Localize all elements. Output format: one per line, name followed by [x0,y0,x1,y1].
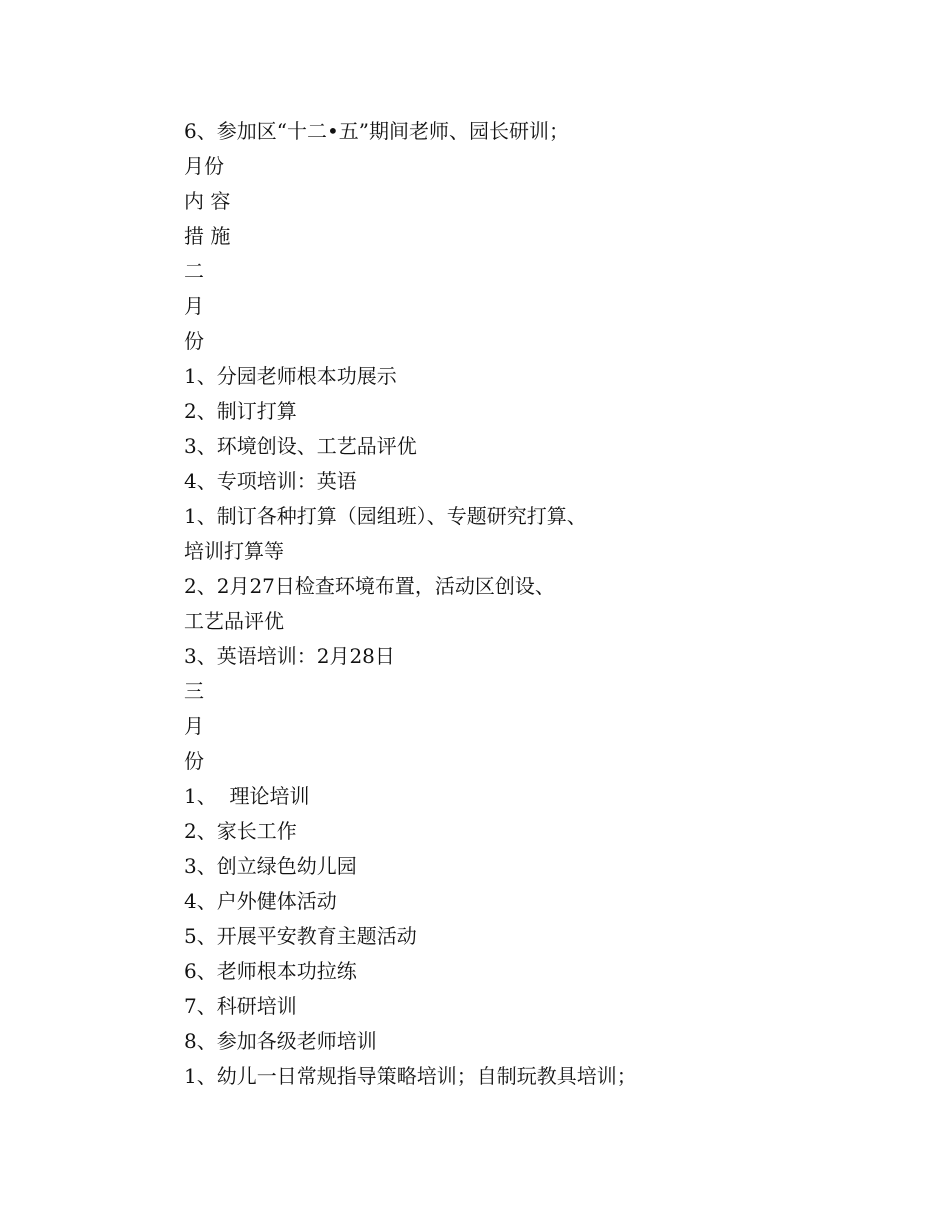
text-line: 二 [184,259,204,283]
text-line: 3、英语培训：2月28日 [184,644,395,668]
text-line: 1、幼儿一日常规指导策略培训；自制玩教具培训； [184,1064,637,1088]
text-line: 1、 理论培训 [184,784,310,808]
text-line: 份 [184,749,204,773]
text-line: 4、户外健体活动 [184,889,337,913]
document-body [184,114,884,1094]
text-line: 份 [184,329,204,353]
text-line: 工艺品评优 [184,609,284,633]
text-line: 3、环境创设、工艺品评优 [184,434,417,458]
text-line: 月 [184,294,204,318]
text-line: 月份 [184,154,224,178]
text-line: 内 容 [184,189,231,213]
text-line: 措 施 [184,224,231,248]
text-line: 8、参加各级老师培训 [184,1029,377,1053]
text-line: 2、制订打算 [184,399,297,423]
text-line: 培训打算等 [184,539,284,563]
text-line: 5、开展平安教育主题活动 [184,924,417,948]
text-line: 6、参加区“十二•五”期间老师、园长研训； [184,119,569,143]
text-line: 1、制订各种打算（园组班）、专题研究打算、 [184,504,587,528]
text-line: 4、专项培训：英语 [184,469,357,493]
text-line: 3、创立绿色幼儿园 [184,854,357,878]
text-line: 2、2月27日检查环境布置，活动区创设、 [184,574,555,598]
text-line: 7、科研培训 [184,994,297,1018]
text-line: 三 [184,679,204,703]
text-line: 6、老师根本功拉练 [184,959,357,983]
text-line: 1、分园老师根本功展示 [184,364,397,388]
text-line: 2、家长工作 [184,819,297,843]
text-line: 月 [184,714,204,738]
